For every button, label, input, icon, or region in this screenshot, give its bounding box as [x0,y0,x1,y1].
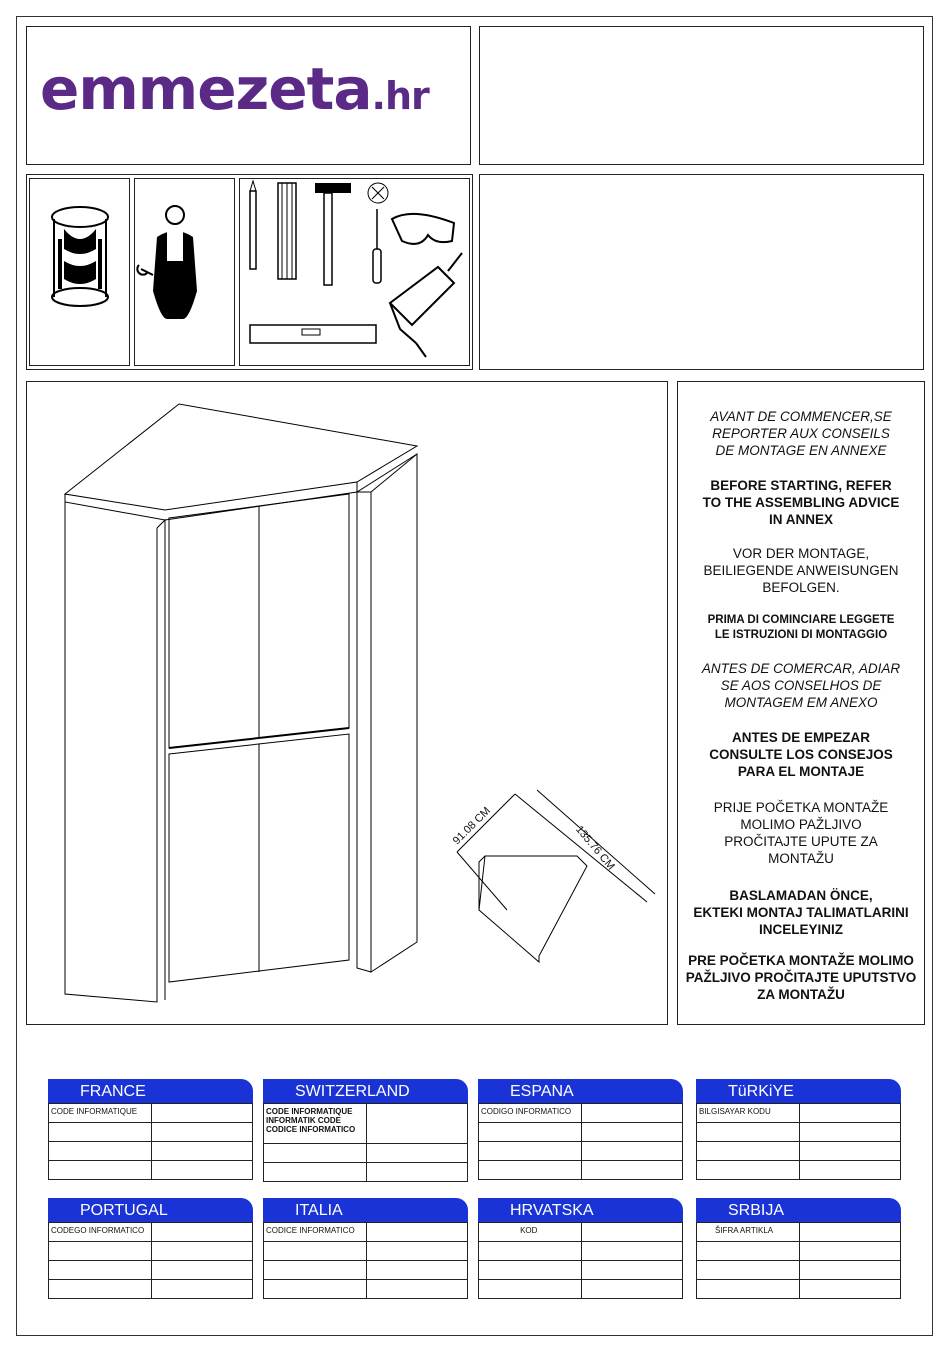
code-label: KOD [520,1226,538,1235]
code-label: CODIGO INFORMATICO [481,1107,572,1116]
power-drill-icon [390,253,462,357]
no-nails-icon [368,183,388,203]
folding-rule-icon [278,183,296,279]
note-italian: PRIMA DI COMINCIARE LEGGETE LE ISTRUZIONI DI MONTAGGIO [707,614,895,641]
code-value-cell [151,1104,253,1122]
code-table-hrvatska [478,1198,683,1299]
code-value-cell [799,1104,901,1122]
country-header: ESPANA [478,1079,683,1103]
screwdriver-icon [373,209,381,283]
blank-panel-top [479,26,924,165]
note-french: AVANT DE COMMENCER,SE REPORTER AUX CONSEILS DE MONTAGE EN ANNEXE [710,409,892,458]
corner-wardrobe-drawing [27,382,667,1024]
pencil-icon [250,181,256,269]
code-value-cell [366,1104,468,1143]
dimension-width-label: 135.76 CM [573,823,617,873]
code-label: CODE INFORMATIQUE [51,1107,138,1116]
worker-icon [134,178,235,366]
code-table-turkiye [696,1079,901,1180]
country-header: TüRKiYE [696,1079,901,1103]
hammer-icon [315,183,351,285]
code-label: CODE INFORMATIQUE INFORMATIK CODE CODICE INFORMATICO [266,1107,356,1134]
country-header: HRVATSKA [478,1198,683,1222]
product-drawing-panel [26,381,668,1025]
code-table-portugal [48,1198,253,1299]
code-table-espana [478,1079,683,1180]
brand-logo: emmezeta.hr [40,55,429,123]
two-person-lift-icon [29,178,130,366]
note-portuguese: ANTES DE COMERCAR, ADIAR SE AOS CONSELHOS DE MONTAGEM EM ANEXO [701,661,901,710]
note-serbian: PRE POČETKA MONTAŽE MOLIMO PAŽLJIVO PROČITAJTE UPUTSTVO ZA MONTAŽU [685,953,917,1002]
country-header: ITALIA [263,1198,468,1222]
note-german: VOR DER MONTAGE, BEILIEGENDE ANWEISUNGEN BEFOLGEN. [703,546,899,595]
code-table-srbija [696,1198,901,1299]
note-turkish: BASLAMADAN ÖNCE, EKTEKI MONTAJ TALIMATLARINI INCELEYINIZ [693,888,909,937]
country-header: FRANCE [48,1079,253,1103]
blank-panel-middle [479,174,924,370]
code-table-france [48,1079,253,1180]
spirit-level-icon [250,325,376,343]
code-value-cell [799,1223,901,1241]
note-spanish: ANTES DE EMPEZAR CONSULTE LOS CONSEJOS PARA EL MONTAJE [709,730,893,779]
country-header: SRBIJA [696,1198,901,1222]
code-label: ŠIFRA ARTIKLA [715,1226,774,1235]
code-label: CODICE INFORMATICO [266,1226,355,1235]
country-header: SWITZERLAND [263,1079,468,1103]
note-english: BEFORE STARTING, REFER TO THE ASSEMBLING ADVICE IN ANNEX [702,478,900,527]
code-label: CODEGO INFORMATICO [51,1226,145,1235]
assembly-advice-panel [677,381,925,1025]
code-value-cell [366,1223,468,1241]
tool-set-icons [239,178,470,366]
country-header: PORTUGAL [48,1198,253,1222]
dimension-depth-label: 91.08 CM [450,804,493,848]
code-value-cell [581,1104,683,1122]
note-croatian: PRIJE POČETKA MONTAŽE MOLIMO PAŽLJIVO PROČITAJTE UPUTE ZA MONTAŽU [713,800,889,866]
code-table-switzerland [263,1079,468,1182]
code-table-italia [263,1198,468,1299]
code-value-cell [151,1223,253,1241]
safety-glasses-icon [392,214,454,244]
code-value-cell [581,1223,683,1241]
code-label: BILGISAYAR KODU [699,1107,771,1116]
